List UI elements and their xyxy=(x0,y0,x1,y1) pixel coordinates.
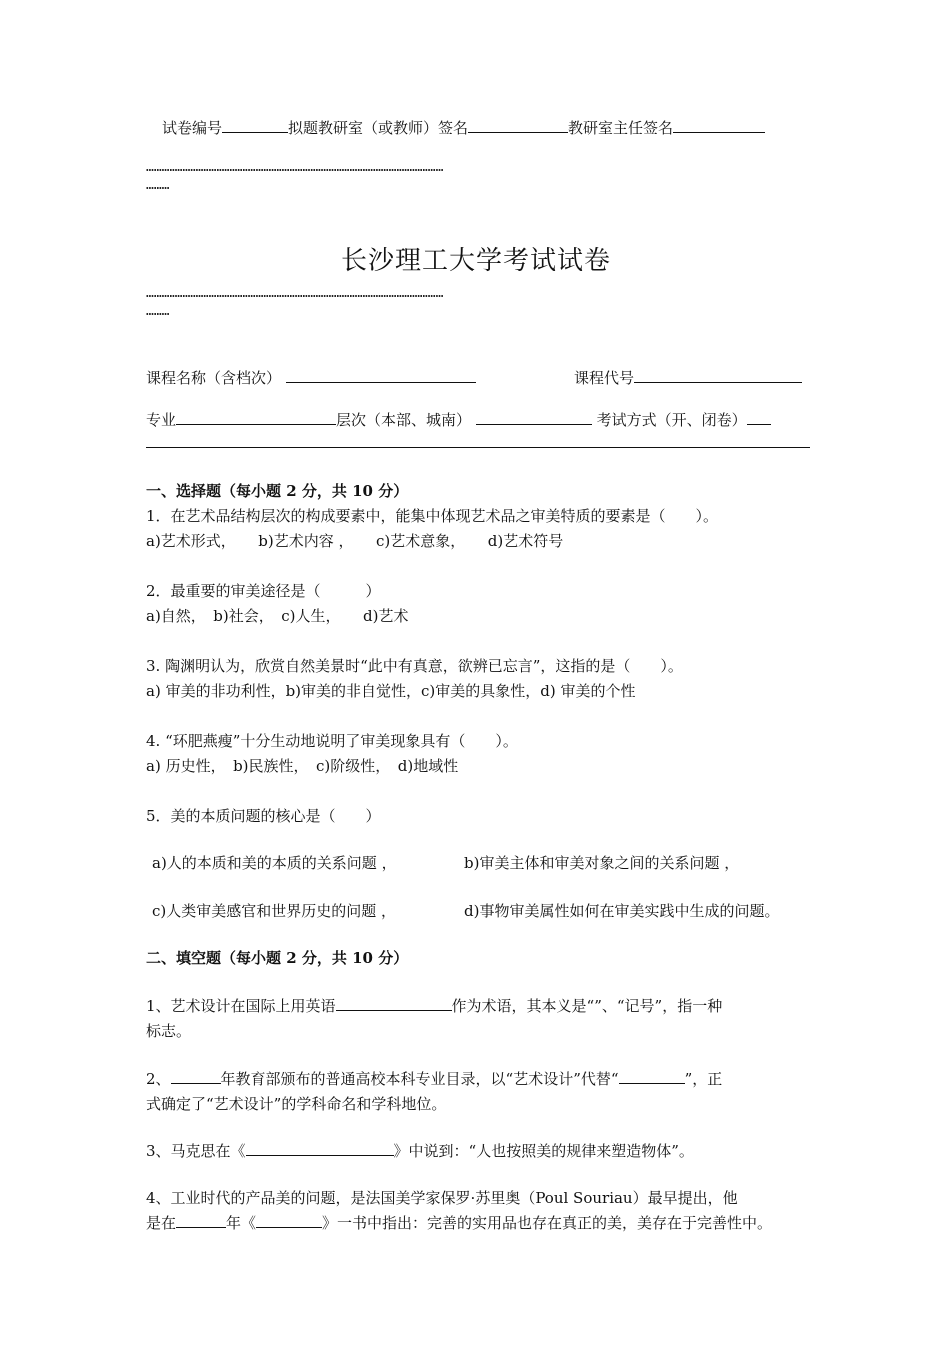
fill-2-blank-name[interactable] xyxy=(619,1069,685,1084)
major-row xyxy=(146,409,771,430)
fill-2-line-2: 式确定了“艺术设计”的学科命名和学科地位。 xyxy=(146,1095,447,1113)
teacher-sign-blank[interactable] xyxy=(468,118,568,133)
info-divider xyxy=(146,447,810,448)
question-1: 1．在艺术品结构层次的构成要素中，能集中体现艺术品之审美特质的要素是（ ）。 xyxy=(146,507,719,525)
question-5-option-d: d)事物审美属性如何在审美实践中生成的问题。 xyxy=(464,902,780,920)
teacher-sign-label: 拟题教研室（或教师）签名 xyxy=(288,119,469,137)
dotted-line-bottom xyxy=(146,285,810,321)
fill-2-text-c: ”，正 xyxy=(684,1070,723,1088)
fill-3-blank[interactable] xyxy=(246,1141,394,1156)
fill-4-line-1: 4、工业时代的产品美的问题，是法国美学家保罗·苏里奥（Poul Souriau）最早提出，他 xyxy=(146,1189,738,1207)
question-2-options: a)自然， b)社会， c)人生， d)艺术 xyxy=(146,607,409,625)
fill-1-line-1 xyxy=(146,995,722,1016)
fill-4-text-c: 》一书中指出：完善的实用品也存在真正的美，美存在于完善性中。 xyxy=(322,1214,773,1232)
course-name-label: 课程名称（含档次） xyxy=(146,369,282,387)
section1-heading: 一、选择题（每小题 2 分，共 10 分） xyxy=(146,482,409,500)
fill-2-line-1 xyxy=(146,1068,722,1089)
fill-1-text-a: 1、艺术设计在国际上用英语 xyxy=(146,997,336,1015)
paper-no-blank[interactable] xyxy=(222,118,288,133)
fill-1-blank[interactable] xyxy=(336,996,452,1011)
dotted-line-row: ……… xyxy=(146,304,170,319)
dotted-line-row: …………………………………………………………………………………………………… xyxy=(146,286,444,301)
question-5: 5．美的本质问题的核心是（ ） xyxy=(146,807,381,825)
question-1-options: a)艺术形式， b)艺术内容 ， c)艺术意象， d)艺术符号 xyxy=(146,532,564,550)
fill-1-line-2: 标志。 xyxy=(146,1022,192,1040)
director-sign-blank[interactable] xyxy=(673,118,765,133)
course-code-row xyxy=(574,367,802,388)
level-label: 层次（本部、城南） xyxy=(336,411,472,429)
fill-4-blank-book[interactable] xyxy=(256,1213,322,1228)
page-title: 长沙理工大学考试试卷 xyxy=(340,246,611,276)
exam-mode-label: 考试方式（开、闭卷） xyxy=(596,411,747,429)
question-5-option-b: b)审美主体和审美对象之间的关系问题 ， xyxy=(464,854,740,872)
question-3-options: a) 审美的非功利性，b)审美的非自觉性，c)审美的具象性，d) 审美的个性 xyxy=(146,682,636,700)
header-sign-line xyxy=(162,117,765,138)
fill-4-text-a: 是在 xyxy=(146,1214,177,1232)
fill-4-blank-year[interactable] xyxy=(176,1213,226,1228)
director-sign-label: 教研室主任签名 xyxy=(568,119,674,137)
question-5-option-a: a)人的本质和美的本质的关系问题 ， xyxy=(152,854,397,872)
fill-3-line xyxy=(146,1140,694,1161)
fill-3-text-b: 》中说到：“人也按照美的规律来塑造物体”。 xyxy=(393,1142,694,1160)
course-name-blank[interactable] xyxy=(286,368,476,383)
fill-4-line-2 xyxy=(146,1212,772,1233)
fill-2-blank-year[interactable] xyxy=(171,1069,221,1084)
course-code-label: 课程代号 xyxy=(574,369,635,387)
fill-2-text-a: 2、 xyxy=(146,1070,171,1088)
fill-1-text-b: 作为术语，其本义是“”、“记号”，指一种 xyxy=(451,997,723,1015)
question-2: 2．最重要的审美途径是（ ） xyxy=(146,582,381,600)
major-blank[interactable] xyxy=(176,410,336,425)
fill-4-text-b: 年《 xyxy=(226,1214,257,1232)
exam-mode-blank[interactable] xyxy=(747,410,771,425)
level-blank[interactable] xyxy=(476,410,592,425)
dotted-line-row: ……… xyxy=(146,178,170,193)
fill-3-text-a: 3、马克思在《 xyxy=(146,1142,246,1160)
dotted-line-row: …………………………………………………………………………………………………… xyxy=(146,160,444,175)
course-code-blank[interactable] xyxy=(634,368,802,383)
question-4: 4. “环肥燕瘦”十分生动地说明了审美现象具有（ ）。 xyxy=(146,732,518,750)
question-5-option-c: c)人类审美感官和世界历史的问题 ， xyxy=(152,902,397,920)
question-3: 3. 陶渊明认为，欣赏自然美景时“此中有真意，欲辨已忘言”，这指的是（ ）。 xyxy=(146,657,683,675)
course-name-row xyxy=(146,367,476,388)
section2-heading: 二、填空题（每小题 2 分，共 10 分） xyxy=(146,949,409,967)
fill-2-text-b: 年教育部颁布的普通高校本科专业目录，以“艺术设计”代替“ xyxy=(220,1070,619,1088)
major-label: 专业 xyxy=(146,411,177,429)
question-4-options: a) 历史性， b)民族性， c)阶级性， d)地域性 xyxy=(146,757,459,775)
dotted-line-top xyxy=(146,159,810,195)
paper-no-label: 试卷编号 xyxy=(162,119,223,137)
